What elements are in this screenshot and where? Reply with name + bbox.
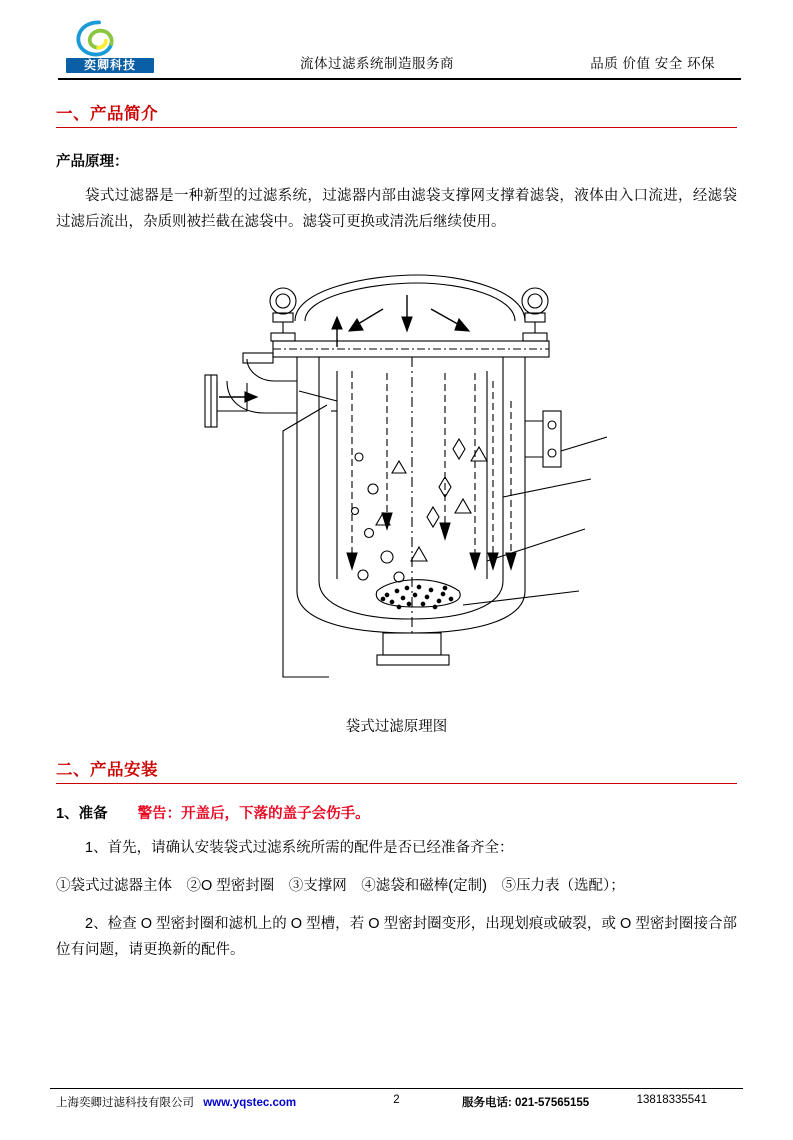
bag-filter-schematic (187, 261, 607, 691)
header-right-text: 品质 价值 安全 环保 (590, 56, 715, 71)
footer-service-phone: 服务电话: 021-57565155 (462, 1097, 590, 1109)
page-footer (50, 1088, 743, 1112)
filter-diagram (56, 261, 737, 736)
footer-company-block (56, 1094, 296, 1110)
warning-text: 警告：开盖后，下落的盖子会伤手。 (137, 806, 370, 822)
footer-page-number: 2 (393, 1094, 400, 1106)
footer-company: 上海奕卿过滤科技有限公司 (56, 1097, 194, 1109)
document-content (50, 100, 743, 963)
logo-text: 奕卿科技 (66, 58, 154, 73)
footer-row (50, 1094, 743, 1112)
figure-caption: 袋式过滤原理图 (345, 719, 448, 735)
prep-item-1: 1、首先，请确认安装袋式过滤系统所需的配件是否已经准备齐全： (85, 840, 514, 856)
section-one-underline (56, 127, 737, 128)
document-page (0, 18, 793, 1140)
footer-mobile: 13818335541 (636, 1094, 707, 1106)
product-principle-heading: 产品原理： (56, 154, 129, 170)
preparation-heading: 1、准备 (56, 806, 108, 822)
prep-item-1-list: ①袋式过滤器主体 ②O 型密封圈 ③支撑网 ④滤袋和磁棒(定制) ⑤压力表（选配）； (56, 878, 625, 894)
company-logo (58, 18, 154, 76)
prep-item-2: 2、检查 O 型密封圈和滤机上的 O 型槽，若 O 型密封圈变形，出现划痕或破裂，或 O 型密封圈接合部位有问题，请更换新的配件。 (56, 916, 737, 958)
section-two-underline (56, 783, 737, 784)
header-center-text: 流体过滤系统制造服务商 (300, 56, 454, 71)
header-divider (58, 78, 741, 80)
swirl-icon (76, 20, 122, 60)
section-one-title: 一、产品简介 (56, 105, 158, 123)
footer-website-link[interactable]: www.yqstec.com (203, 1097, 297, 1109)
product-principle-paragraph: 袋式过滤器是一种新型的过滤系统，过滤器内部由滤袋支撑网支撑着滤袋，液体由入口流进，经滤袋过滤后流出，杂质则被拦截在滤袋中。滤袋可更换或清洗后继续使用。 (56, 188, 737, 230)
section-two-title: 二、产品安装 (56, 761, 158, 779)
page-header (50, 18, 743, 80)
preparation-heading-row (56, 802, 737, 823)
footer-divider (50, 1088, 743, 1089)
